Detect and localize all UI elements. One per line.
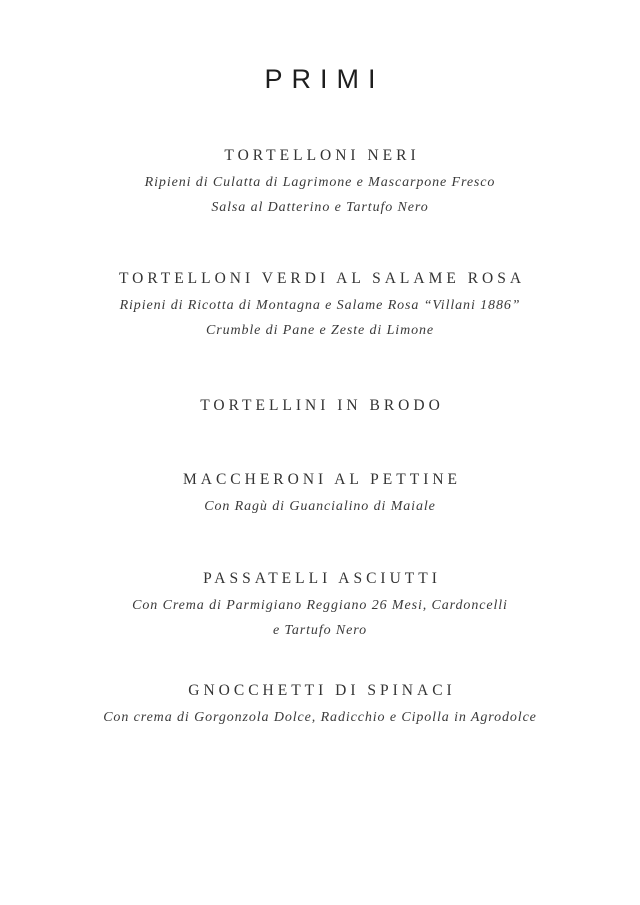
menu-item-gnocchetti-di-spinaci bbox=[0, 681, 640, 730]
dish-description-line: Crumble di Pane e Zeste di Limone bbox=[205, 323, 434, 338]
dish-name: TORTELLONI VERDI AL SALAME ROSA bbox=[118, 270, 526, 287]
menu-item-tortellini-in-brodo bbox=[0, 396, 640, 416]
dish-description-line: Con Ragù di Guancialino di Maiale bbox=[204, 499, 436, 514]
dish-description-line: Salsa al Datterino e Tartufo Nero bbox=[211, 200, 429, 215]
dish-name: MACCHERONI AL PETTINE bbox=[182, 471, 462, 488]
dish-description bbox=[0, 494, 640, 519]
dish-description bbox=[0, 170, 640, 220]
dish-description bbox=[0, 293, 640, 343]
dish-description-line: Con Crema di Parmigiano Reggiano 26 Mesi, Cardoncelli bbox=[132, 598, 508, 613]
dish-name: GNOCCHETTI DI SPINACI bbox=[188, 682, 456, 699]
menu-item-maccheroni-al-pettine bbox=[0, 470, 640, 519]
dish-description bbox=[0, 705, 640, 730]
dish-description bbox=[0, 593, 640, 643]
menu-item-tortelloni-neri bbox=[0, 146, 640, 220]
dish-name: PASSATELLI ASCIUTTI bbox=[203, 570, 441, 587]
dish-description-line: Ripieni di Ricotta di Montagna e Salame Rosa “Villani 1886” bbox=[119, 298, 521, 313]
dish-description-line: e Tartufo Nero bbox=[272, 623, 368, 638]
menu-item-passatelli-asciutti bbox=[0, 569, 640, 643]
section-title: PRIMI bbox=[264, 64, 385, 94]
dish-description-line: Con crema di Gorgonzola Dolce, Radicchio e Cipolla in Agrodolce bbox=[103, 710, 537, 725]
menu-item-tortelloni-verdi bbox=[0, 269, 640, 343]
dish-description-line: Ripieni di Culatta di Lagrimone e Mascarpone Fresco bbox=[144, 175, 496, 190]
dish-name: TORTELLINI IN BRODO bbox=[200, 397, 444, 414]
dish-name: TORTELLONI NERI bbox=[224, 147, 420, 164]
